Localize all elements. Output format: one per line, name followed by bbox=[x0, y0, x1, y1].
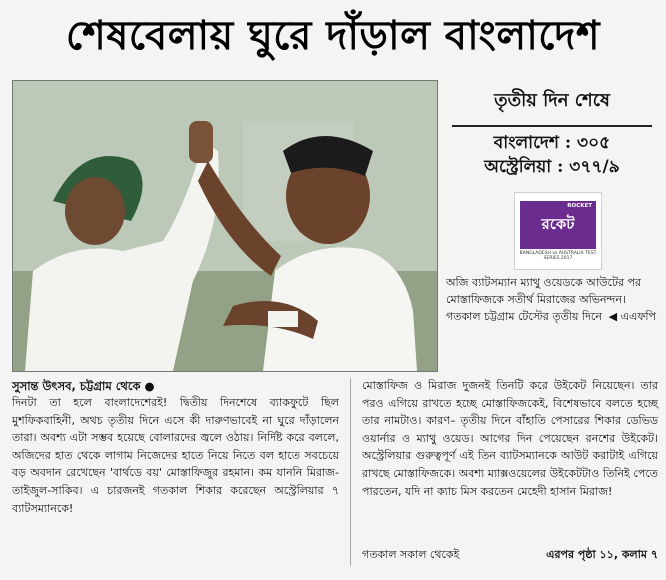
score-australia: অস্ট্রেলিয়া : ৩৭৭/৯ bbox=[484, 157, 620, 177]
article-column-1: দিনটা তা হলে বাংলাদেশেরই! দ্বিতীয় দিনশেষে ব্যাকফুটে ছিল মুশফিকবাহিনী, অথচ তৃতীয় দিনে এসে কী দারুণভাবেই না ঘুরে দাঁড়ালেন তারা। অবশ্য এটা সম্ভব হয়েছে বোলারদের জ্বলে ওঠায়। নির্দিষ্ট করে বললে, অজিদের হাত থেকে লাগাম নিজেদের হাতে নিয়ে নিতে বল হাতে সবচেয়ে বড় অবদান রেখেছেন 'বার্থডে বয়' মোস্তাফিজুর রহমান। কম যাননি মিরাজ-তাইজুল-সাকিব। এ চারজনই গতকাল শিকার করেছেন অস্ট্রেলিয়ার ৭ ব্যাটসম্যানকে! bbox=[12, 396, 339, 515]
headline: শেষবেলায় ঘুরে দাঁড়াল বাংলাদেশ bbox=[65, 11, 601, 59]
photo-caption bbox=[446, 274, 658, 325]
logo-tag: BANGLADESH vs AUSTRALIA TEST SERIES 2017 bbox=[519, 251, 597, 261]
news-photo bbox=[12, 80, 438, 372]
byline: সুসান্ত উৎসব, চট্টগ্রাম থেকে ● bbox=[12, 379, 155, 393]
rocket-logo-icon bbox=[520, 201, 596, 249]
continuation-page: এরপর পৃষ্ঠা ১১, কলাম ৭ bbox=[546, 548, 658, 561]
article-column-2: মোস্তাফিজ ও মিরাজ দুজনই তিনটি করে উইকেট নিয়েছেন। তার পরও এগিয়ে রাখতে হচ্ছে মোস্তাফিজকেই, বিশেষভাবে বলতে হচ্ছে তার নামটাও। কারণ– তৃতীয় দিনে বাঁহাতি পেসারের শিকার ডেভিড ওয়ার্নার ও ম্যাথু ওয়েড। আগের দিন পেয়েছেন রনশের উইকেট। অস্ট্রেলিয়ার গুরুত্বপূর্ণ এই তিন ব্যাটসম্যানকে আউট করাটাই এগিয়ে রাখছে মোস্তাফিজকে। অবশ্য ম্যাক্সওয়েলের উইকেটটাও তিনিই পেতে পারতেন, যদি না ক্যাচ মিস করতেন মেহেদী হাসান মিরাজ! bbox=[362, 379, 658, 498]
scorecard bbox=[446, 80, 658, 179]
caption-text: অজি ব্যাটসম্যান ম্যাথু ওয়েডকে আউটের পর মোস্তাফিজকে সতীর্থ মিরাজের অভিনন্দন। গতকাল চট্টগ্রাম টেস্টের তৃতীয় দিনে bbox=[446, 276, 642, 323]
photo-credit: ◀ এএফপি bbox=[608, 310, 656, 323]
logo-brand: রকেট bbox=[541, 214, 575, 233]
logo-top-text: ROCKET bbox=[567, 203, 592, 209]
sub-headline: তৃতীয় দিন শেষে bbox=[494, 90, 610, 111]
sponsor-logo bbox=[514, 192, 602, 270]
score-bangladesh: বাংলাদেশ : ৩০৫ bbox=[493, 133, 611, 153]
divider bbox=[452, 125, 652, 127]
continuation-line bbox=[362, 546, 658, 565]
continuation-text: গতকাল সকাল থেকেই bbox=[362, 548, 460, 561]
column-divider bbox=[350, 378, 351, 566]
